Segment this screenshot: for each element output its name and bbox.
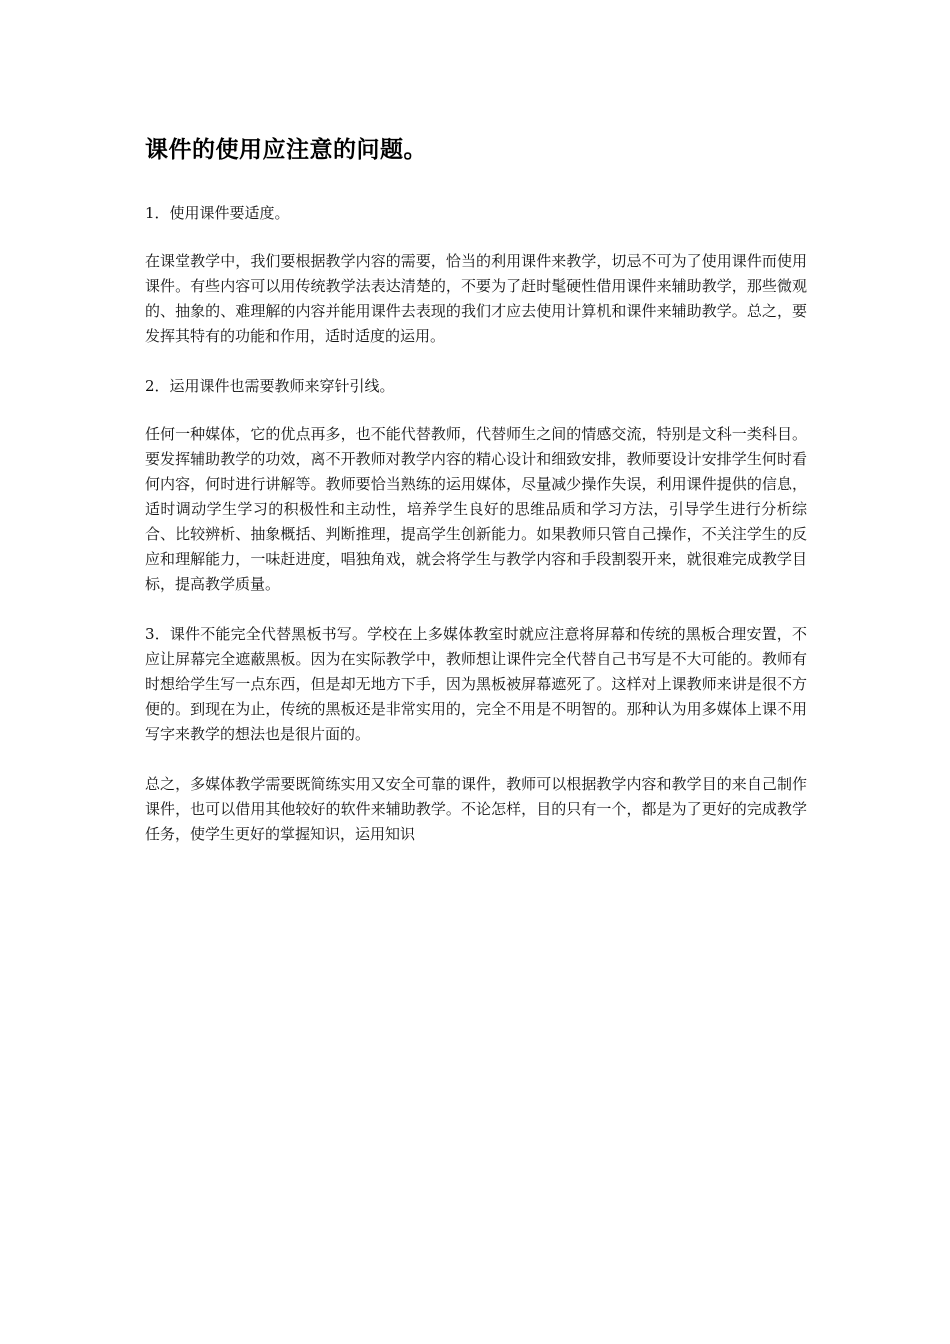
section-heading-2: 2．运用课件也需要教师来穿针引线。 [145, 377, 395, 395]
document-body [145, 133, 807, 872]
paragraph-2: 任何一种媒体，它的优点再多，也不能代替教师，代替师生之间的情感交流，特别是文科一类科目。要发挥辅助教学的功效，离不开教师对教学内容的精心设计和细致安排，教师要设计安排学生何时看何内容，何时进行讲解等。教师要恰当熟练的运用媒体，尽量减少操作失误，利用课件提供的信息，适时调动学生学习的积极性和主动性，培养学生良好的思维品质和学习方法，引导学生进行分析综合、比较辨析、抽象概括、判断推理，提高学生创新能力。如果教师只管自己操作，不关注学生的反应和理解能力，一味赶进度，唱独角戏，就会将学生与教学内容和手段割裂开来，就很难完成教学目标，提高教学质量。 [145, 425, 807, 593]
paragraph-1: 在课堂教学中，我们要根据教学内容的需要，恰当的利用课件来教学，切忌不可为了使用课件而使用课件。有些内容可以用传统教学法表达清楚的，不要为了赶时髦硬性借用课件来辅助教学，那些微观的、抽象的、难理解的内容并能用课件去表现的我们才应去使用计算机和课件来辅助教学。总之，要发挥其特有的功能和作用，适时适度的运用。 [145, 252, 807, 345]
paragraph-3: 3．课件不能完全代替黑板书写。学校在上多媒体教室时就应注意将屏幕和传统的黑板合理安置，不应让屏幕完全遮蔽黑板。因为在实际教学中，教师想让课件完全代替自己书写是不大可能的。教师有时想给学生写一点东西，但是却无地方下手，因为黑板被屏幕遮死了。这样对上课教师来讲是很不方便的。到现在为止，传统的黑板还是非常实用的，完全不用是不明智的。那种认为用多媒体上课不用写字来教学的想法也是很片面的。 [145, 625, 807, 743]
conclusion-paragraph: 总之，多媒体教学需要既简练实用又安全可靠的课件，教师可以根据教学内容和教学目的来自己制作课件，也可以借用其他较好的软件来辅助教学。不论怎样，目的只有一个，都是为了更好的完成教学任务，使学生更好的掌握知识，运用知识 [145, 775, 807, 843]
document-title: 课件的使用应注意的问题。 [145, 136, 427, 163]
section-heading-1: 1．使用课件要适度。 [145, 204, 290, 222]
